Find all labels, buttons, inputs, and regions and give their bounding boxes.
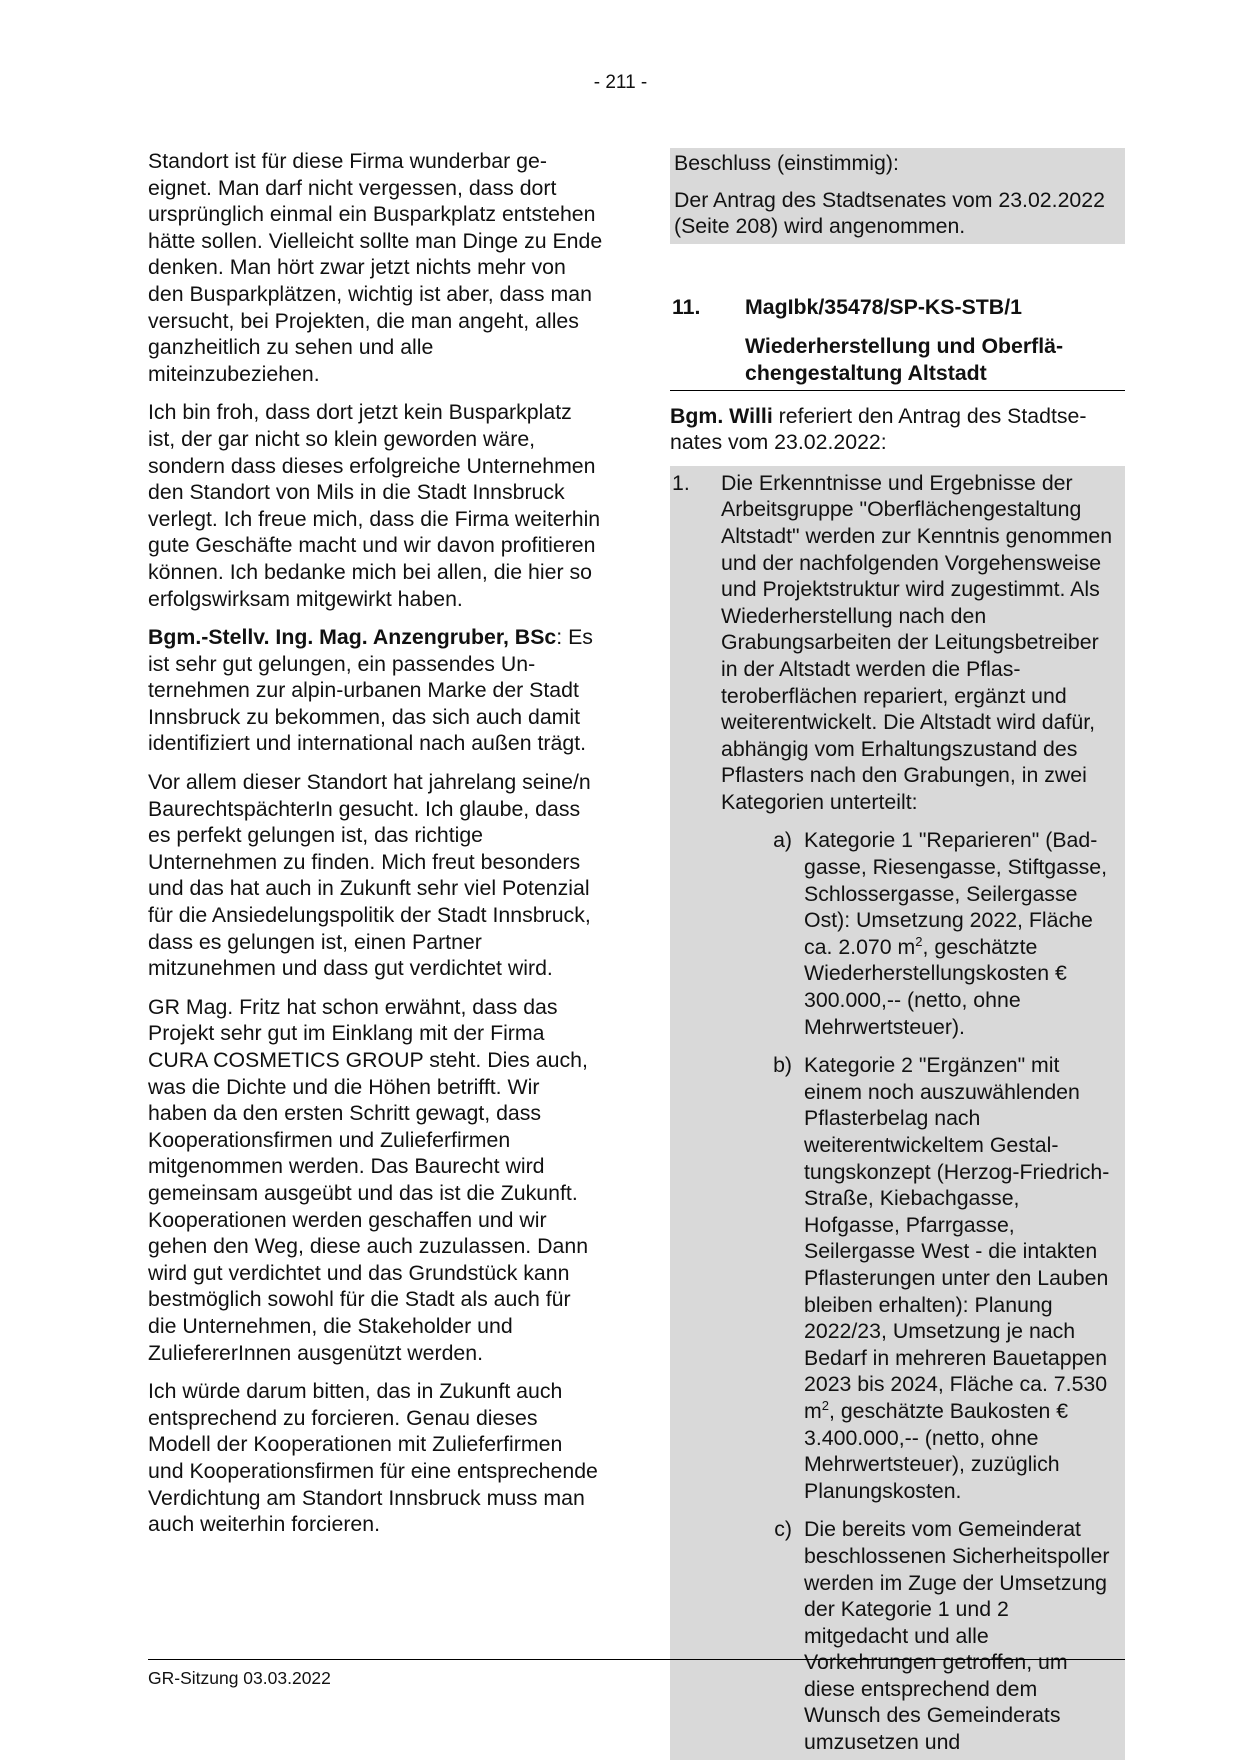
motion-item <box>670 470 1125 1756</box>
superscript: 2 <box>915 933 923 949</box>
sub-item-text <box>804 1052 1121 1504</box>
sub-item-label: c) <box>774 1517 792 1542</box>
paragraph: Ich bin froh, dass dort jetzt kein Busparkplatz ist, der gar nicht so klein geworden wäre, sondern dass dieses erfolgreiche Unternehmen den Standort von Mils in die Stadt Innsbruck verlegt. Ich freue mich, dass die Firma weiterhin gute Geschäfte macht und wir davon profitieren können. Ich bedanke mich bei allen, die hier so erfolgswirksam mitgewirkt haben. <box>148 400 601 611</box>
speaker-name: Bgm. Willi <box>670 403 773 428</box>
footer-divider <box>148 1659 1125 1660</box>
footer-session-date: GR-Sitzung 03.03.2022 <box>148 1668 331 1688</box>
motion-body <box>721 470 1125 1756</box>
sub-item-text-part: , geschätzte Baukosten € 3.400.000,-- (netto, ohne Mehrwertsteuer), zuzüglich Planungskosten. <box>804 1398 1069 1503</box>
motion-box <box>670 466 1125 1760</box>
sub-item-text <box>804 827 1121 1040</box>
sub-item-text-part: Kategorie 1 "Reparieren" (Badgasse, Riesengasse, Stiftgasse, Schlossergasse, Seilergasse Ost): Umsetzung 2022, Fläche ca. 2.070 m <box>804 828 1108 959</box>
agenda-item-number: 11. <box>672 294 701 319</box>
statement-text: : Es ist sehr gut gelungen, ein passendes Unternehmen zur alpin-urbanen Marke der Stadt Innsbruck zu bekommen, das sich auch damit identifiziert und international nach außen trägt. <box>148 625 593 756</box>
sub-item-label: a) <box>773 828 792 853</box>
paragraph: Standort ist für diese Firma wunderbar geeignet. Man darf nicht vergessen, dass dort ursprünglich einmal ein Busparkplatz entstehen hätte sollen. Vielleicht sollte man Dinge zu Ende denken. Man hört zwar jetzt nichts mehr von den Busparkplätzen, wichtig ist aber, dass man versucht, bei Projekten, die man angeht, alles ganzheitlich zu sehen und alle miteinzubeziehen. <box>148 149 603 386</box>
paragraph-speaker-statement <box>148 624 603 757</box>
agenda-item-row <box>670 294 1125 321</box>
sub-item-text-part: , geschätzte Wiederherstellungskosten € 300.000,-- (netto, ohne Mehrwertsteuer). <box>804 934 1067 1039</box>
paragraph: Vor allem dieser Standort hat jahrelang seine/n BaurechtspächterIn gesucht. Ich glaube, dass es perfekt gelungen ist, das richtige Unternehmen zu finden. Mich freut besonders und das hat auch in Zukunft sehr viel Potenzial für die Ansiedelungspolitik der Stadt Innsbruck, dass es gelungen ist, einen Partner mitzunehmen und dass gut verdichtet wird. <box>148 770 591 981</box>
superscript: 2 <box>821 1397 829 1413</box>
motion-number: 1. <box>672 470 690 495</box>
speaker-name: Bgm.-Stellv. Ing. Mag. Anzengruber, BSc <box>148 625 557 650</box>
paragraph: Ich würde darum bitten, das in Zukunft auch entsprechend zu forcieren. Genau dieses Modell der Kooperationen mit Zulieferfirmen und Kooperationsfirmen für eine entsprechende Verdichtung am Standort Innsbruck muss man auch weiterhin forcieren. <box>148 1379 598 1537</box>
paragraph: GR Mag. Fritz hat schon erwähnt, dass das Projekt sehr gut im Einklang mit der Firma CURA COSMETICS GROUP steht. Dies auch, was die Dichte und die Höhen betrifft. Wir haben da den ersten Schritt gewagt, dass Kooperationsfirmen und Zulieferfirmen mitgenommen werden. Das Baurecht wird gemeinsam ausgeübt und das ist die Zukunft. Kooperationen werden geschaffen und wir gehen den Weg, diese auch zuzulassen. Dann wird gut verdichtet und das Grundstück kann bestmöglich sowohl für die Stadt als auch für die Unternehmen, die Stakeholder und ZuliefererInnen ausgenützt werden. <box>148 994 589 1365</box>
left-column <box>148 148 603 1550</box>
right-column <box>670 148 1125 1760</box>
sub-item-list <box>721 827 1121 1755</box>
sub-item-c <box>721 1516 1121 1755</box>
sub-item-label: b) <box>773 1053 792 1078</box>
agenda-item-heading <box>670 294 1125 391</box>
intro-text: referiert den Antrag des Stadtsenates vom 23.02.2022: <box>670 403 1087 455</box>
sub-item-a <box>721 827 1121 1040</box>
agenda-item-title: Wiederherstellung und Oberflächengestaltung Altstadt <box>745 334 1064 385</box>
sub-item-text-part: Kategorie 2 "Ergänzen" mit einem noch auszuwählenden Pflasterbelag nach weiterentwickeltem Gestaltungskonzept (Herzog-Friedrich-Straße, Kiebachgasse, Hofgasse, Pfarrgasse, Seilergasse West - die intakten Pflasterungen unter den Lauben bleiben erhalten): Planung 2022/23, Umsetzung je nach Bedarf in mehreren Bauetappen 2023 bis 2024, Fläche ca. 7.530 m <box>804 1053 1110 1423</box>
resolution-box <box>670 148 1125 244</box>
page-number: - 211 - <box>593 72 648 93</box>
sub-item-text-part: Die bereits vom Gemeinderat beschlossenen Sicherheitspoller werden im Zuge der Umsetzung der Kategorie 1 und 2 mitgedacht und alle Vorkehrungen getroffen, um diese entsprechend dem Wunsch des Gemeinderats umzusetzen und <box>804 1517 1110 1755</box>
motion-intro <box>670 403 1125 456</box>
resolution-text: Der Antrag des Stadtsenates vom 23.02.2022 (Seite 208) wird angenommen. <box>674 187 1105 239</box>
sub-item-text <box>804 1516 1121 1755</box>
resolution-heading: Beschluss (einstimmig): <box>674 151 899 175</box>
sub-item-b <box>721 1052 1121 1504</box>
agenda-item-code: MagIbk/35478/SP-KS-STB/1 <box>745 294 1022 319</box>
motion-text: Die Erkenntnisse und Ergebnisse der Arbeitsgruppe "Oberflächengestaltung Altstadt" werden zur Kenntnis genommen und der nachfolgenden Vorgehensweise und Projektstruktur wird zugestimmt. Als Wiederherstellung nach den Grabungsarbeiten der Leitungsbetreiber in der Altstadt werden die Pflasteroberflächen repariert, ergänzt und weiterentwickelt. Die Altstadt wird dafür, abhängig vom Erhaltungszustand des Pflasters nach den Grabungen, in zwei Kategorien unterteilt: <box>721 470 1113 814</box>
